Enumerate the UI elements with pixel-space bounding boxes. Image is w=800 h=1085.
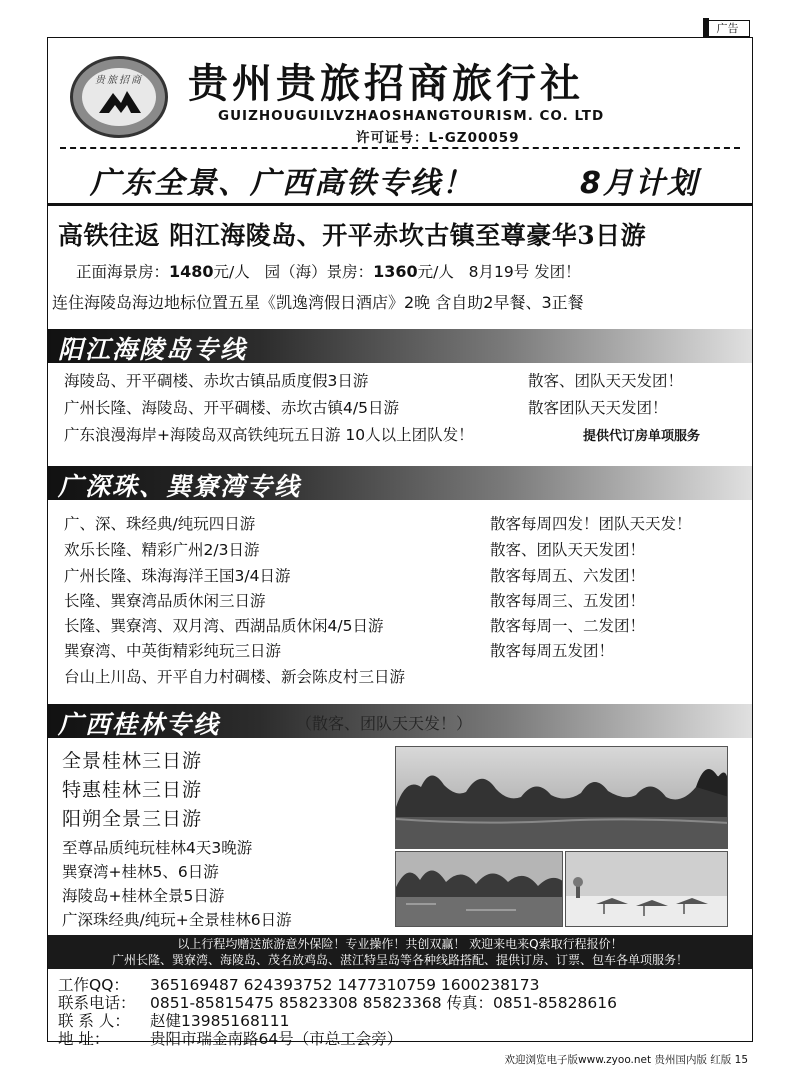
thick-divider — [47, 203, 753, 206]
list-item-schedule: 散客每周三、五发团！ — [490, 592, 646, 610]
list-item: 广、深、珠经典/纯玩四日游 — [64, 515, 256, 533]
headline — [60, 156, 740, 200]
price1-unit: 元/人 — [213, 263, 250, 281]
list-item: 巽寮湾、中英街精彩纯玩三日游 — [64, 642, 282, 660]
hotel-line: 连住海陵岛海边地标位置五星《凯逸湾假日酒店》2晚 含自助2早餐、3正餐 — [52, 293, 584, 312]
list-item-note: 提供代订房单项服务 — [583, 429, 701, 444]
list-item: 欢乐长隆、精彩广州2/3日游 — [64, 541, 260, 559]
headline-main: 广东全景、广西高铁专线！ — [90, 166, 474, 201]
contact-address — [58, 1027, 402, 1049]
price1-label: 正面海景房： — [76, 263, 170, 281]
notice-line-2: 广州长隆、巽寮湾、海陵岛、茂名放鸡岛、湛江特呈岛等各种线路搭配、提供订房、订票、包车各单项服务！ — [111, 953, 688, 967]
price2-value: 1360 — [373, 262, 418, 281]
qq-value: 365169487 624393752 1477310759 1600238173 — [150, 976, 540, 994]
section-banner-yangjiang — [48, 329, 752, 363]
address-label: 地 址： — [58, 1030, 110, 1048]
list-item-schedule: 散客每周一、二发团！ — [490, 617, 646, 635]
list-item: 广深珠经典/纯玩+全景桂林6日游 — [62, 911, 292, 929]
license-number: 许可证号：L-GZ00059 — [356, 130, 520, 146]
logo-text: 贵旅招商 — [95, 75, 143, 86]
price1-value: 1480 — [169, 262, 214, 281]
list-item: 广州长隆、海陵岛、开平碉楼、赤坎古镇4/5日游 — [64, 399, 399, 417]
list-item-schedule: 散客团队天天发团！ — [528, 399, 668, 417]
feature-price-line — [76, 260, 581, 282]
list-item: 海陵岛+桂林全景5日游 — [62, 887, 225, 905]
page-footer: 欢迎浏览电子版www.zyoo.net 贵州国内版 红版 15 — [504, 1054, 748, 1066]
list-item: 长隆、巽寮湾、双月湾、西湖品质休闲4/5日游 — [64, 617, 384, 635]
list-item-schedule: 散客每周四发！团队天天发！ — [490, 515, 692, 533]
list-item: 巽寮湾+桂林5、6日游 — [62, 863, 219, 881]
notice-line-1: 以上行程均赠送旅游意外保险！专业操作！共创双赢！ 欢迎来电来Q索取行程报价！ — [177, 937, 623, 951]
section-title: 广深珠、巽寮湾专线 — [58, 472, 302, 501]
list-item: 广东浪漫海岸+海陵岛双高铁纯玩五日游 10人以上团队发！ — [64, 426, 474, 444]
list-item: 台山上川岛、开平自力村碉楼、新会陈皮村三日游 — [64, 668, 406, 686]
company-name-en: GUIZHOUGUILVZHAOSHANGTOURISM. CO. LTD — [218, 108, 605, 124]
list-item: 特惠桂林三日游 — [62, 779, 203, 801]
company-name: 贵州贵旅招商旅行社 — [188, 60, 584, 107]
section-banner-guangshenzhu — [48, 466, 752, 500]
depart-date: 8月19号 发团！ — [468, 263, 581, 281]
dashed-divider — [60, 147, 740, 149]
company-logo — [70, 56, 168, 138]
address-value: 贵阳市瑞金南路64号（市总工会旁） — [150, 1030, 403, 1048]
river-photo — [395, 851, 563, 927]
beach-photo — [565, 851, 728, 927]
list-item-schedule: 散客、团队天天发团！ — [528, 372, 684, 390]
phone-value: 0851-85815475 85823308 85823368 传真：0851-85828616 — [150, 994, 617, 1012]
list-item-schedule: 散客、团队天天发团！ — [490, 541, 646, 559]
section-title: 阳江海陵岛专线 — [58, 335, 248, 364]
person-label: 联 系 人： — [58, 1012, 130, 1030]
section-title: 广西桂林专线 — [58, 710, 221, 739]
list-item-schedule: 散客每周五、六发团！ — [490, 567, 646, 585]
guilin-landscape-photo — [395, 746, 728, 849]
list-item: 海陵岛、开平碉楼、赤坎古镇品质度假3日游 — [64, 372, 369, 390]
section-banner-guilin — [48, 704, 752, 738]
price2-unit: 元/人 — [417, 263, 454, 281]
list-item: 广州长隆、珠海海洋王国3/4日游 — [64, 567, 291, 585]
person-value: 赵健13985168111 — [150, 1012, 290, 1030]
list-item: 长隆、巽寮湾品质休闲三日游 — [64, 592, 266, 610]
section-subtitle: （散客、团队天天发！） — [296, 714, 473, 733]
notice-bar — [48, 935, 752, 969]
phone-label: 联系电话： — [58, 994, 136, 1012]
list-item: 至尊品质纯玩桂林4天3晚游 — [62, 839, 253, 857]
ad-tag: 广告 — [705, 20, 750, 37]
logo-mark-icon — [97, 87, 143, 115]
qq-label: 工作QQ： — [58, 976, 129, 994]
headline-plan: 8月计划 — [580, 166, 699, 201]
list-item-schedule: 散客每周五发团！ — [490, 642, 615, 660]
feature-tour-title: 高铁往返 阳江海陵岛、开平赤坎古镇至尊豪华3日游 — [58, 221, 647, 250]
list-item: 阳朔全景三日游 — [62, 808, 203, 830]
list-item: 全景桂林三日游 — [62, 750, 203, 772]
price2-label: 园（海）景房： — [264, 263, 374, 281]
